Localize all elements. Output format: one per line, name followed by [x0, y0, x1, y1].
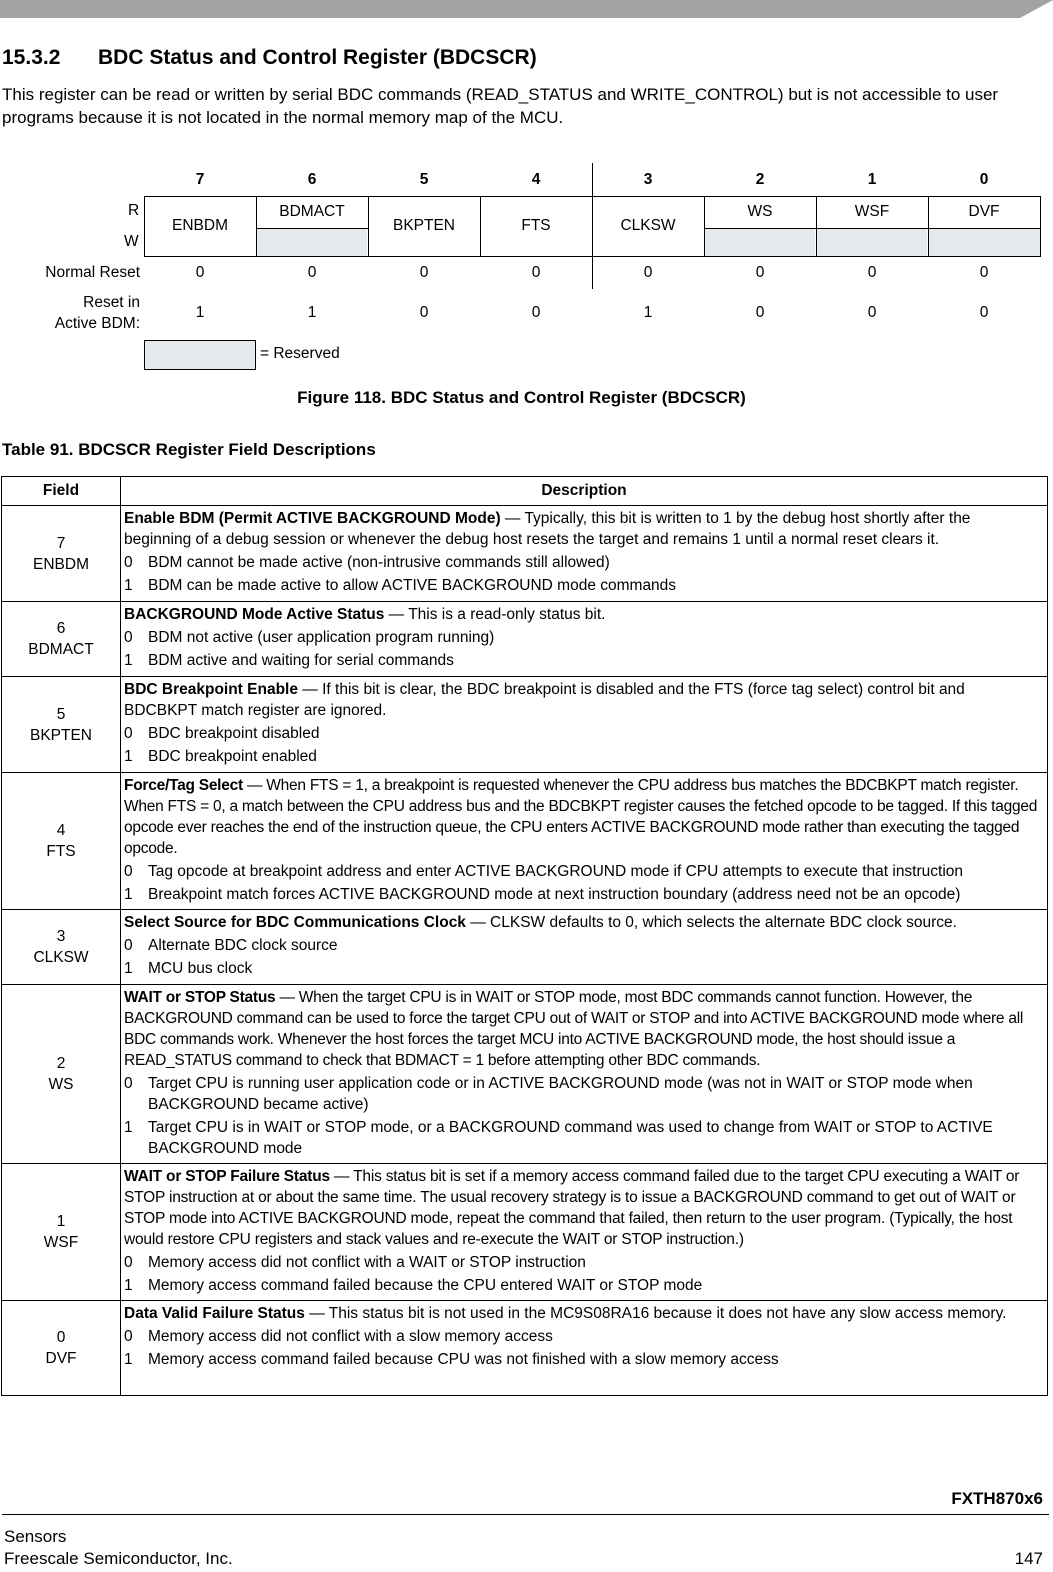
field-name: WS: [48, 1076, 74, 1093]
field-cell: [2, 506, 121, 602]
field-cell: [2, 677, 121, 773]
field-name: BKPTEN: [29, 726, 92, 744]
field-bit: 1: [56, 1213, 66, 1230]
reserved-legend-label: = Reserved: [260, 345, 340, 362]
description-cell: [121, 985, 1048, 1164]
option-line: 0 BDM cannot be made active (non-intrusive commands still allowed): [124, 554, 610, 571]
reserved-cell-ws-w: [705, 228, 815, 256]
footer-category: Sensors: [4, 1527, 67, 1546]
bit-number-7: 7: [195, 171, 205, 188]
field-cell: [2, 1164, 121, 1301]
field-bit: 5: [56, 705, 66, 723]
description-title: Select Source for BDC Communications Clock: [124, 914, 466, 931]
field-ws: WS: [747, 203, 773, 220]
bit-number-0: 0: [979, 171, 989, 188]
description-text: — Typically, this bit is written to 1 by the debug host shortly after the beginning of a debug session or whenever the debug host resets the target and remains 1 until a normal reset clears it.: [124, 510, 971, 548]
normal-reset-bit1: 0: [867, 264, 877, 281]
bit-number-4: 4: [531, 171, 541, 188]
option-line: 1 Breakpoint match forces ACTIVE BACKGROUND mode at next instruction boundary (address need not be an opcode): [124, 886, 961, 903]
normal-reset-bit3: 0: [643, 264, 653, 281]
option-line: 0 Alternate BDC clock source: [124, 937, 338, 954]
description-title: Enable BDM (Permit ACTIVE BACKGROUND Mode): [124, 510, 501, 527]
field-enbdm: ENBDM: [172, 217, 228, 234]
reset-bdm-bit2: 0: [755, 304, 765, 321]
bit-number-6: 6: [307, 171, 317, 188]
field-bit: 4: [56, 822, 66, 839]
grid-line: [480, 196, 481, 257]
option-line: 1 MCU bus clock: [124, 960, 253, 977]
field-bit: 7: [56, 534, 66, 552]
grid-line: [816, 196, 817, 257]
option-line: 0 Memory access did not conflict with a slow memory access: [124, 1328, 553, 1345]
field-name: ENBDM: [33, 555, 89, 573]
option-line: 1 Memory access command failed because CPU was not finished with a slow memory access: [124, 1351, 779, 1368]
section-heading: [2, 46, 537, 70]
write-row-label: W: [124, 233, 139, 250]
field-clksw: CLKSW: [620, 217, 676, 234]
normal-reset-bit4: 0: [531, 264, 541, 281]
header-field: Field: [2, 477, 121, 506]
field-cell: [2, 1301, 121, 1396]
field-descriptions-table: [1, 476, 1048, 1396]
description-text: — When FTS = 1, a breakpoint is requested whenever the CPU address bus matches the BDCBKPT match register. When FTS = 0, a match between the CPU address bus and the BDCBKPT register causes the fetched opcode to be tagged. If this tagged opcode ever reaches the end of the instruction queue, the CPU enters ACTIVE BACKGROUND mode rather than executing the tagged opcode.: [124, 777, 1038, 857]
option-line: 1 Memory access command failed because the CPU entered WAIT or STOP mode: [124, 1277, 703, 1294]
field-name: FTS: [46, 843, 76, 860]
field-cell: [2, 910, 121, 985]
description-title: Force/Tag Select: [124, 777, 243, 794]
grid-line: [704, 196, 705, 257]
option-line: 0 BDC breakpoint disabled: [124, 725, 320, 742]
description-title: BACKGROUND Mode Active Status: [124, 606, 385, 623]
normal-reset-bit2: 0: [755, 264, 765, 281]
reset-bdm-bit5: 0: [419, 304, 429, 321]
option-line: 1 BDM active and waiting for serial commands: [124, 652, 454, 669]
field-name: BDMACT: [28, 641, 94, 658]
table-row: [2, 602, 1048, 677]
description-text: — This is a read-only status bit.: [384, 606, 606, 623]
description-title: Data Valid Failure Status: [124, 1305, 305, 1322]
reset-bdm-bit3: 1: [643, 304, 653, 321]
field-cell: [2, 773, 121, 910]
field-wsf: WSF: [854, 203, 890, 220]
description-cell: [121, 677, 1048, 773]
table-row: [2, 1164, 1048, 1301]
description-cell: [121, 1164, 1048, 1301]
reserved-cell-dvf-w: [929, 228, 1040, 256]
page-number: 147: [1014, 1549, 1043, 1568]
table-row: [2, 506, 1048, 602]
description-title: WAIT or STOP Status: [124, 989, 276, 1006]
register-diagram: [0, 160, 1053, 380]
table-row: [2, 985, 1048, 1164]
description-cell: [121, 773, 1048, 910]
option-line: 1 Target CPU is in WAIT or STOP mode, or a BACKGROUND command was used to change from WAIT or STOP to ACTIVE BACKGROUND mode: [124, 1119, 993, 1157]
description-text: — This status bit is not used in the MC9S08RA16 because it does not have any slow access memory.: [304, 1305, 1007, 1322]
footer-divider: [2, 1514, 1049, 1515]
grid-line: [928, 196, 929, 257]
field-fts: FTS: [521, 217, 551, 234]
field-bit: 2: [56, 1055, 66, 1072]
description-title: BDC Breakpoint Enable: [124, 681, 298, 698]
bit-number-1: 1: [867, 171, 877, 188]
section-title: BDC Status and Control Register (BDCSCR): [98, 46, 537, 69]
table-header-row: [2, 477, 1048, 506]
reset-bdm-bit1: 0: [867, 304, 877, 321]
normal-reset-bit5: 0: [419, 264, 429, 281]
option-line: 1 BDC breakpoint enabled: [124, 748, 317, 765]
reset-bdm-bit7: 1: [195, 304, 205, 321]
table-row: [2, 1301, 1048, 1396]
field-name: WSF: [43, 1234, 79, 1251]
description-title: WAIT or STOP Failure Status: [124, 1168, 330, 1185]
bit-number-2: 2: [755, 171, 765, 188]
footer-company: Freescale Semiconductor, Inc.: [4, 1549, 233, 1568]
option-line: 0 BDM not active (user application program running): [124, 629, 495, 646]
reserved-cell-wsf-w: [817, 228, 927, 256]
option-line: 1 BDM can be made active to allow ACTIVE BACKGROUND mode commands: [124, 577, 677, 594]
option-line: 0 Tag opcode at breakpoint address and enter ACTIVE BACKGROUND mode if CPU attempts to execute that instruction: [124, 863, 964, 880]
reset-bdm-label-line2: Active BDM:: [54, 315, 140, 332]
header-description: Description: [121, 477, 1048, 506]
document-id: FXTH870x6: [951, 1489, 1043, 1508]
header-bar: [0, 0, 1053, 18]
field-name: DVF: [45, 1350, 77, 1367]
field-bit: 0: [56, 1329, 66, 1346]
grid-line: [704, 228, 1041, 229]
normal-reset-bit7: 0: [195, 264, 205, 281]
grid-line: [256, 196, 257, 257]
field-name: CLKSW: [33, 949, 89, 966]
field-bit: 3: [56, 928, 66, 945]
description-cell: [121, 506, 1048, 602]
table-row: [2, 910, 1048, 985]
option-line: 0 Memory access did not conflict with a WAIT or STOP instruction: [124, 1254, 586, 1271]
grid-line: [144, 196, 145, 257]
field-dvf: DVF: [968, 203, 1000, 220]
field-cell: [2, 985, 121, 1164]
reset-bdm-bit0: 0: [979, 304, 989, 321]
description-text: — CLKSW defaults to 0, which selects the alternate BDC clock source.: [465, 914, 957, 931]
normal-reset-label: Normal Reset: [45, 264, 140, 281]
field-bit: 6: [56, 620, 66, 637]
description-cell: [121, 910, 1048, 985]
grid-line: [368, 196, 369, 257]
option-line: 0 Target CPU is running user application code or in ACTIVE BACKGROUND mode (was not in WAIT or STOP mode when BACKGROUND became active): [124, 1075, 973, 1113]
grid-line: [1040, 196, 1041, 257]
table-title: Table 91. BDCSCR Register Field Descriptions: [2, 440, 376, 459]
grid-line: [256, 228, 368, 229]
normal-reset-bit0: 0: [979, 264, 989, 281]
reset-bdm-label-line1: Reset in: [83, 294, 140, 311]
field-bdmact: BDMACT: [279, 203, 345, 220]
reserved-cell-bdmact-w: [257, 228, 367, 256]
section-number: 15.3.2: [2, 46, 61, 69]
intro-paragraph: This register can be read or written by serial BDC commands (READ_STATUS and WRITE_CONTROL) but is not accessible to user programs because it is not located in the normal memory map of the MCU.: [2, 85, 999, 127]
reserved-legend-swatch: [144, 340, 256, 370]
figure-caption: Figure 118. BDC Status and Control Register (BDCSCR): [297, 388, 746, 407]
table-row: [2, 677, 1048, 773]
description-text: — This status bit is set if a memory access command failed due to the target CPU executing a WAIT or STOP instruction at or about the same time. The usual recovery strategy is to issue a BACKGROUND command to get out of WAIT or STOP mode into ACTIVE BACKGROUND mode, repeat the command that failed, then return to the user program. (Typically, the host would restore CPU registers and stack values and re-execute the WAIT or STOP instruction.): [124, 1168, 1020, 1248]
description-cell: [121, 1301, 1048, 1396]
normal-reset-bit6: 0: [307, 264, 317, 281]
bit-number-3: 3: [643, 171, 653, 188]
description-text: — When the target CPU is in WAIT or STOP mode, most BDC commands cannot function. However, the BACKGROUND command can be used to force the target CPU out of WAIT or STOP and into ACTIVE BACKGROUND mode where all BDC commands work. Whenever the host forces the target MCU into ACTIVE BACKGROUND mode, the host should issue a READ_STATUS command to check that BDMACT = 1 before attempting other BDC commands.: [124, 989, 1024, 1069]
field-bkpten: BKPTEN: [392, 217, 455, 234]
table-row: [2, 773, 1048, 910]
reset-bdm-bit6: 1: [307, 304, 317, 321]
read-row-label: R: [128, 202, 140, 219]
description-text: — If this bit is clear, the BDC breakpoint is disabled and the FTS (force tag select) control bit and BDCBKPT match register are ignored.: [124, 681, 965, 719]
field-cell: [2, 602, 121, 677]
reset-bdm-bit4: 0: [531, 304, 541, 321]
description-cell: [121, 602, 1048, 677]
bit-number-5: 5: [419, 171, 429, 188]
